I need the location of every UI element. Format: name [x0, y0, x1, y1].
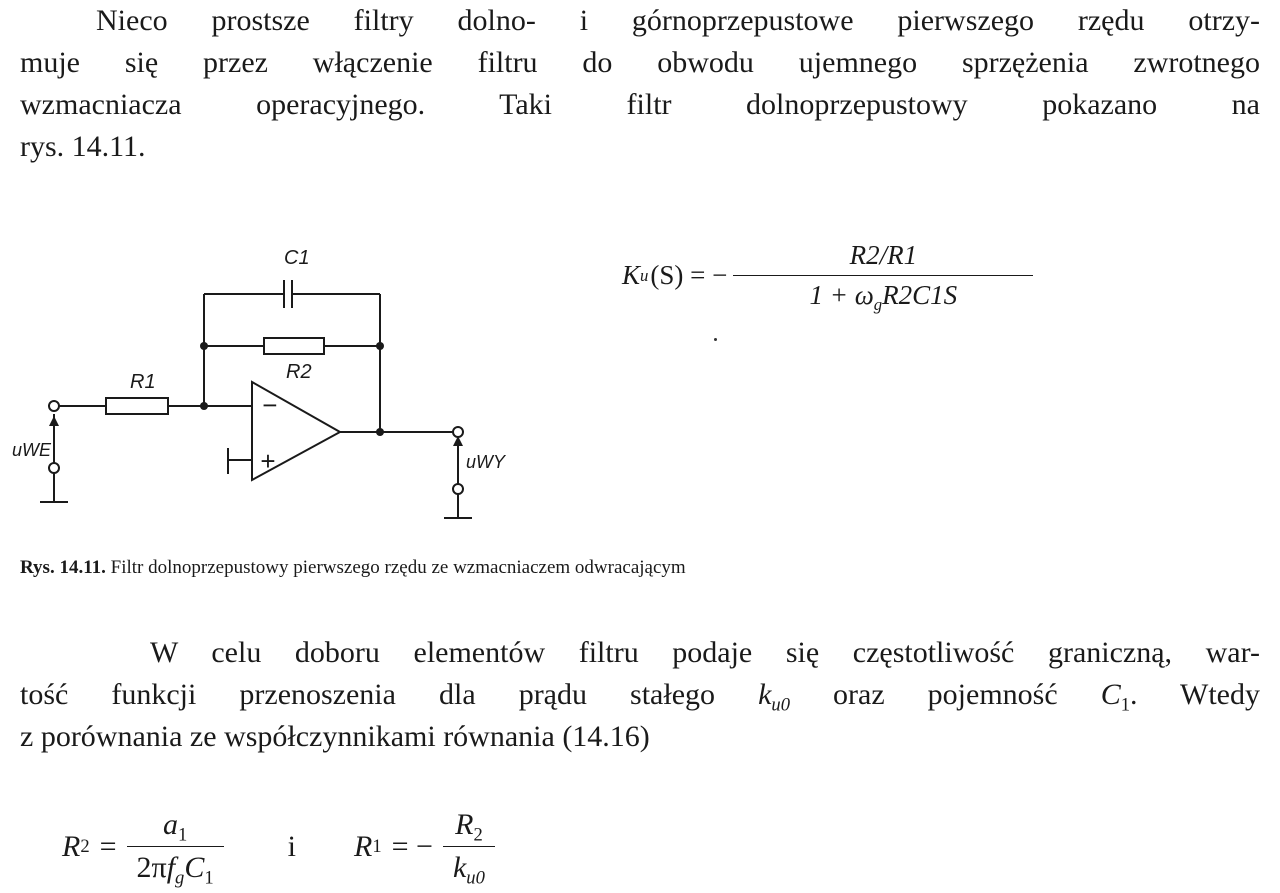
eq-lhs: K: [622, 260, 641, 290]
figure-caption: [20, 557, 686, 579]
caption-text: Filtr dolnoprzepustowy pierwszego rzędu ze wzmacniaczem odwracającym: [110, 557, 686, 578]
text-segment: oraz pojemność: [789, 678, 1101, 711]
intro-paragraph: [20, 0, 1260, 168]
eq-den-sub: g: [873, 294, 883, 314]
junction-dot: [200, 402, 208, 410]
resistor-formulas: R 2 = $\frac{a_1}{2\pi f_gC_1}$ i R 1 = − $\frac{R_2}{k_{u0}}$: [62, 808, 501, 885]
label-c1: C1: [284, 247, 310, 269]
eq2-r2: R: [62, 829, 81, 863]
eq2-a-sub: 1: [177, 824, 188, 846]
text-line: muje się przez włączenie filtru do obwodu ujemnego sprzężenia zwrotnego: [20, 46, 1260, 79]
symbol-k-sub: u0: [771, 694, 790, 716]
eq-den-prefix: 1 + ω: [809, 280, 874, 310]
eq-denominator: [733, 276, 1033, 314]
eq2-f-sub: g: [175, 867, 185, 889]
label-uwe: uWE: [12, 440, 52, 460]
text-line: rys. 14.11.: [20, 130, 146, 163]
symbol-c-sub: 1: [1120, 694, 1131, 716]
terminal: [453, 427, 463, 437]
body-paragraph: [20, 632, 1260, 758]
text-line: wzmacniacza operacyjnego. Taki filtr dolnoprzepustowy pokazano na: [20, 88, 1260, 121]
caption-label: Rys. 14.11.: [20, 557, 106, 578]
symbol-c: C: [1100, 678, 1121, 711]
eq2-k-sub: u0: [466, 867, 485, 889]
junction-dot: [376, 342, 384, 350]
eq2-den-b: [443, 847, 495, 889]
opamp-plus: +: [260, 446, 276, 476]
opamp-minus: −: [262, 390, 278, 420]
junction-dot: [376, 428, 384, 436]
eq2-fraction-b: [443, 808, 495, 889]
eq2-fraction-a: [127, 808, 224, 889]
eq2-c: C: [184, 851, 205, 884]
junction-dot: [200, 342, 208, 350]
eq2-k: k: [452, 851, 467, 884]
symbol-k: k: [758, 678, 772, 711]
label-r1: R1: [130, 371, 156, 393]
eq2-num-b: [443, 808, 495, 847]
eq2-conjunction: i: [287, 829, 296, 863]
resistor-r2: [264, 338, 324, 354]
eq2-num-a: [127, 808, 224, 847]
eq2-r-sub: 2: [473, 824, 483, 846]
eq2-2pi: 2π: [136, 851, 167, 884]
eq-arg: (S) = −: [650, 260, 728, 290]
eq-den-rest: R2C1S: [882, 280, 958, 310]
eq2-a: a: [162, 808, 178, 841]
eq2-r1: R: [354, 829, 373, 863]
eq2-equals-minus: = −: [391, 829, 433, 863]
text-segment: tość funkcji przenoszenia dla prądu stałego: [20, 678, 759, 711]
terminal: [49, 401, 59, 411]
eq2-den-a: [127, 847, 224, 889]
resistor-r1: [106, 398, 168, 414]
eq2-r: R: [455, 808, 474, 841]
eq2-equals: =: [99, 829, 117, 863]
label-uwy: uWY: [466, 452, 506, 472]
text-segment: . Wtedy: [1130, 678, 1260, 711]
stray-mark: [714, 338, 717, 341]
eq-numerator: R2/R1: [733, 240, 1033, 276]
eq2-f: f: [166, 851, 176, 884]
text-line: [20, 674, 1260, 716]
eq2-c-sub: 1: [204, 867, 214, 889]
eq-fraction: [733, 240, 1033, 314]
text-line: Nieco prostsze filtry dolno- i górnoprzepustowe pierwszego rzędu otrzy-: [96, 4, 1260, 37]
transfer-function-equation: K u (S) = − $\frac{R2/R1}{1 + \omega_gR2C1S}$: [622, 240, 1039, 311]
arrowhead: [49, 416, 59, 426]
text-line: W celu doboru elementów filtru podaje się częstotliwość graniczną, war-: [150, 636, 1260, 669]
label-r2: R2: [286, 361, 312, 383]
terminal: [49, 463, 59, 473]
text-line: z porównania ze współczynnikami równania (14.16): [20, 720, 650, 753]
terminal: [453, 484, 463, 494]
lowpass-filter-circuit: [0, 228, 600, 528]
